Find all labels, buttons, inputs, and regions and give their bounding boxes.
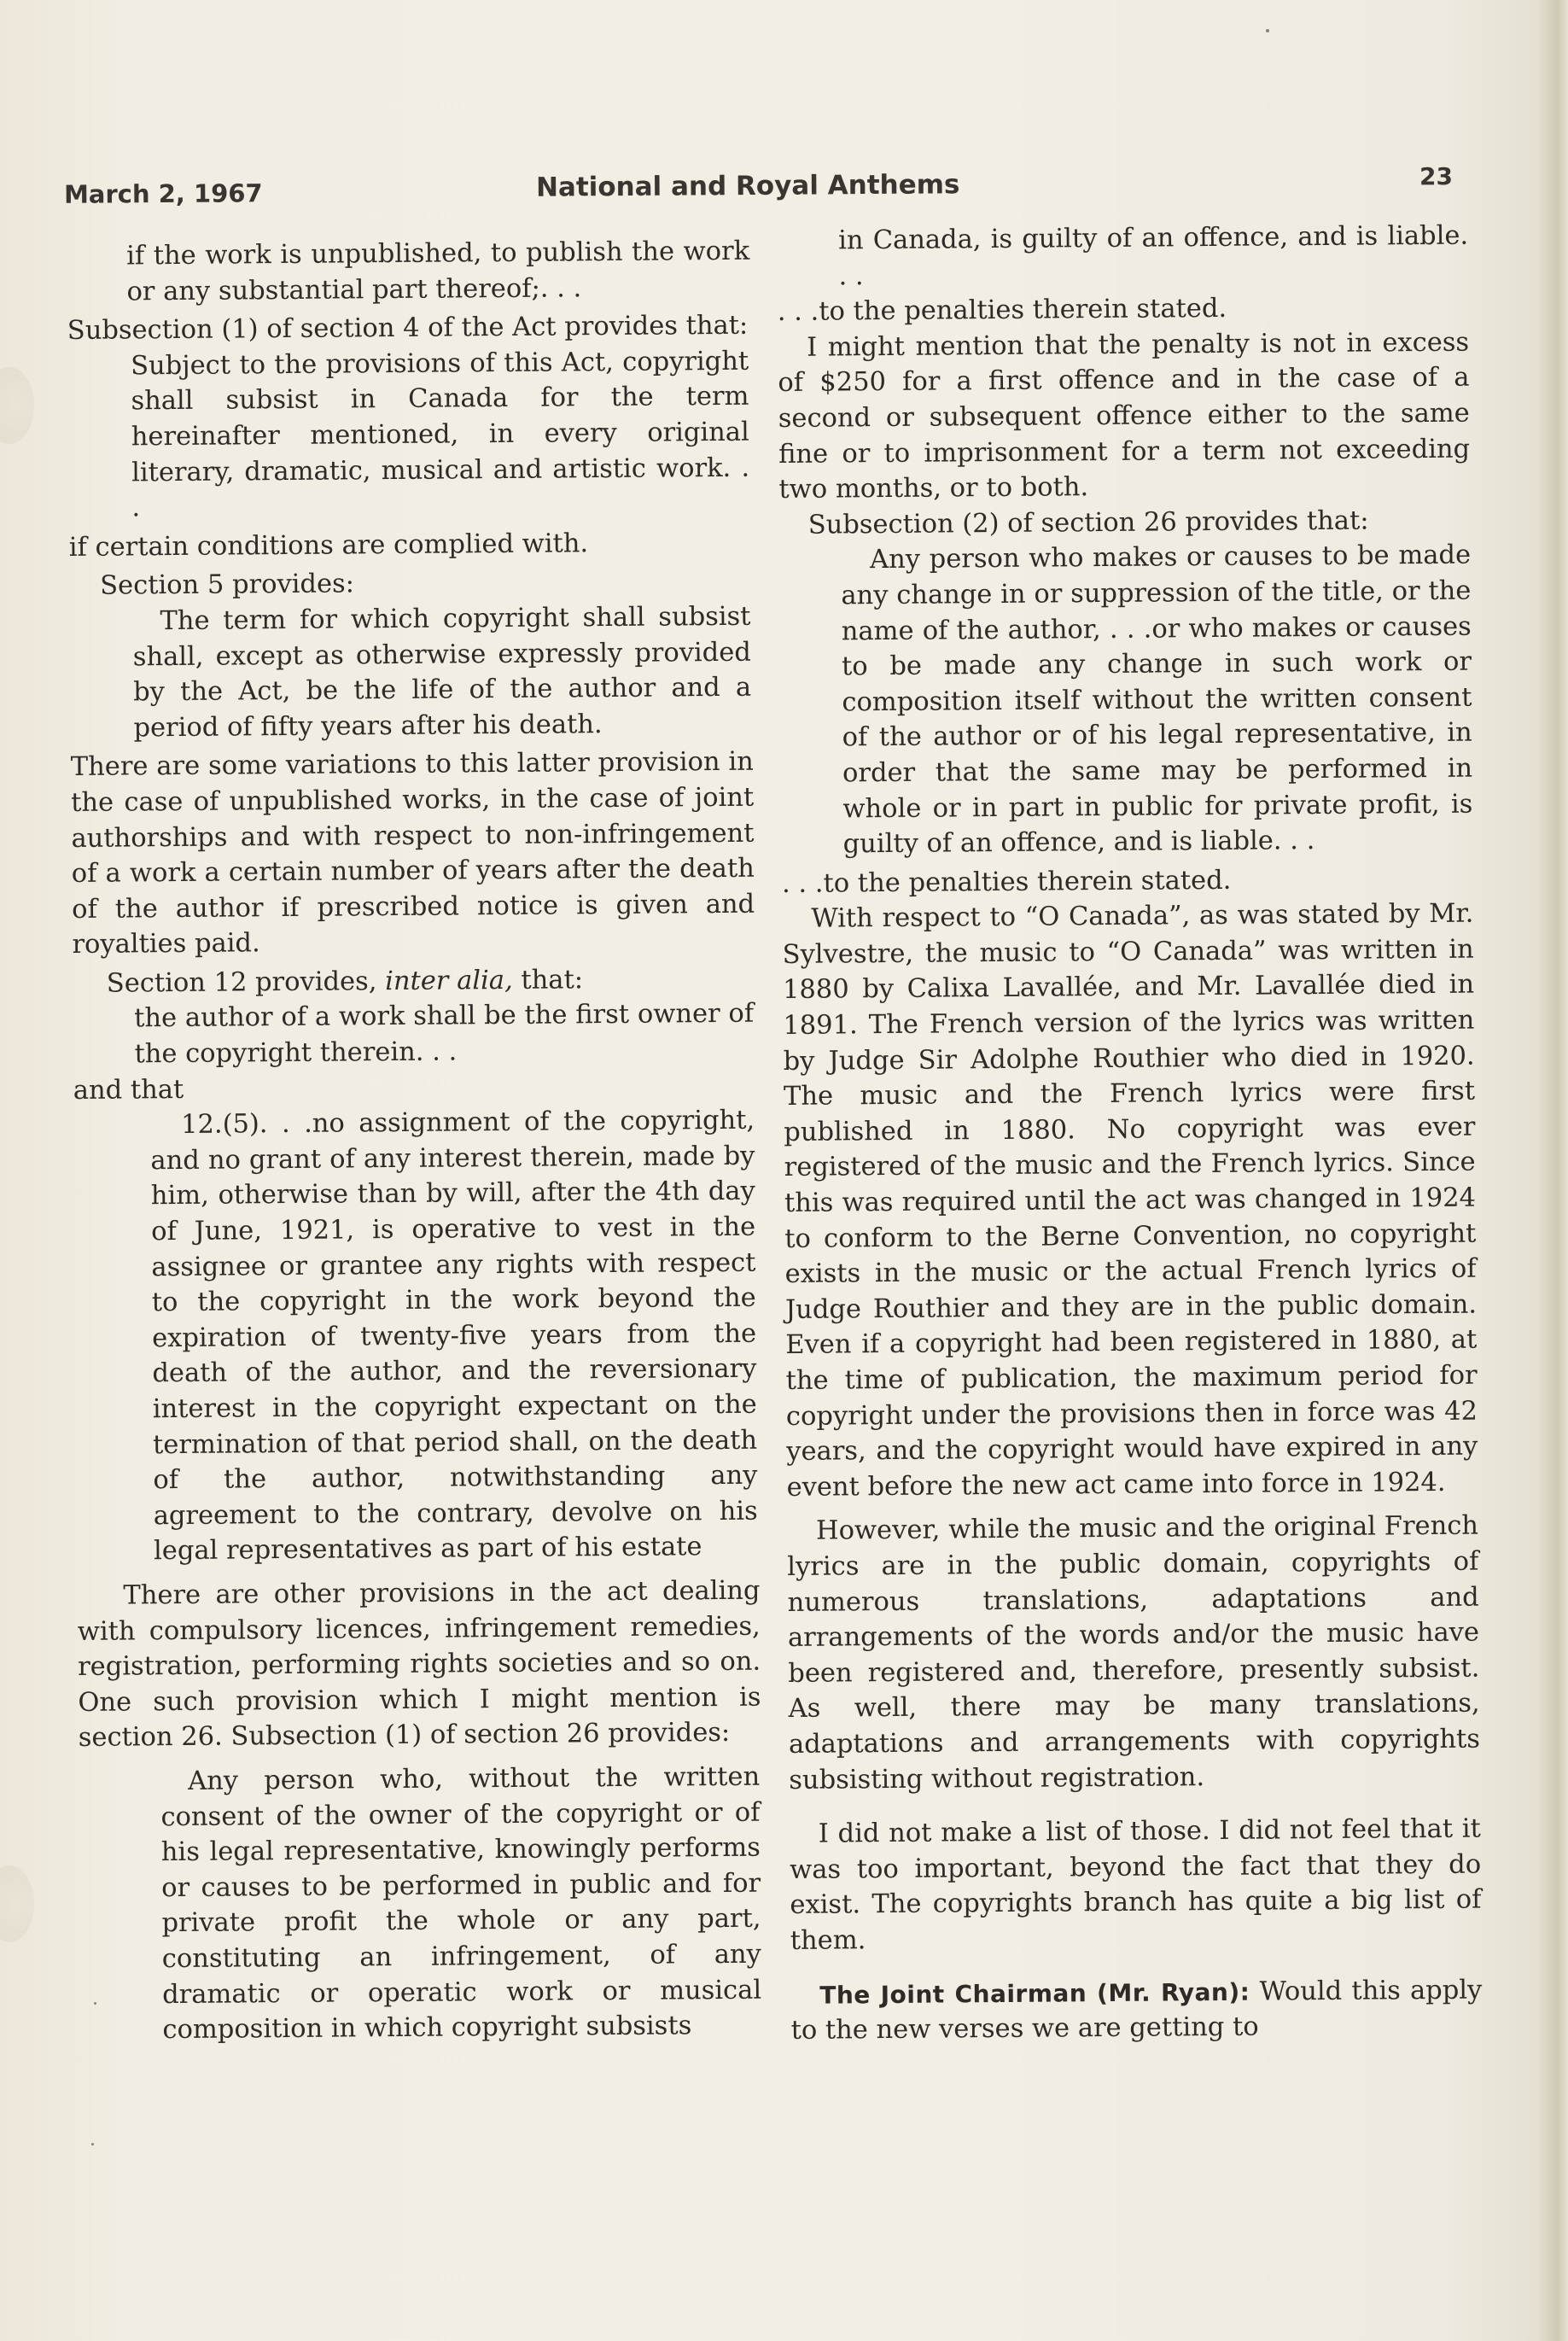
italic-text: inter alia, xyxy=(385,965,513,996)
block-quote: Any person who, without the written consent of the owner of the copyright or of his legal representative, knowingly performs or causes to be performed in public and for private profit the whole or any part, constituting an infringement, of any dramatic or operatic work or musical composition in which copyright subsists xyxy=(160,1761,762,2046)
right-column xyxy=(777,219,1483,2049)
paragraph: Section 5 provides: xyxy=(100,569,355,602)
block-quote: Subject to the provisions of this Act, copyright shall subsist in Canada for the term hereinafter mentioned, in every original literary, dramatic, musical and artistic work. . . xyxy=(131,346,750,523)
text-run: Would this apply to the new verses we are getting to xyxy=(790,1975,1483,2046)
speaker-name: The Joint Chairman (Mr. Ryan): xyxy=(819,1977,1250,2010)
text-run: Section 12 provides, xyxy=(106,966,386,999)
paragraph: if the work is unpublished, to publish the work or any substantial part thereof;. . . xyxy=(126,236,750,307)
dust-speck xyxy=(91,2143,94,2145)
paragraph: There are other provisions in the act dealing with compulsory licences, infringement remedies, registration, performing rights societies and so on. One such provision which I might mention is section 26. Subsection (1) of section 26 provides: xyxy=(77,1575,761,1754)
paragraph: Subsection (1) of section 4 of the Act provides that: xyxy=(67,310,749,347)
punch-hole-top xyxy=(0,367,34,444)
paragraph: With respect to “O Canada”, as was stated by Mr. Sylvestre, the music to “O Canada” was written in 1880 by Calixa Lavallée, and Mr. Lavallée died in 1891. The French version of the lyrics was written by Judge Sir Adolphe Routhier who died in 1920. The music and the French lyrics were first published in 1880. No copyright was ever registered of the music and the French lyrics. Since this was required until the act was changed in 1924 to conform to the Berne Convention, no copyright exists in the music or the actual French lyrics of Judge Routhier and they are in the public domain. Even if a copyright had been registered in 1880, at the time of publication, the maximum period for copyright under the provisions then in force was 42 years, and the copyright would have expired in any event before the new act came into force in 1924. xyxy=(782,898,1478,1503)
paragraph: There are some variations to this latter provision in the case of unpublished works, in the case of joint authorships and with respect to non-infringement of a work a certain number of years after the death of the author if prescribed notice is given and royalties paid. xyxy=(70,747,755,960)
page-number: 23 xyxy=(1419,162,1453,190)
block-quote: 12.(5). . .no assignment of the copyright, and no grant of any interest therein, made by him, otherwise than by will, after the 4th day of June, 1921, is operative to vest in the assignee or grantee any rights with respect to the copyright in the work beyond the expiration of twenty-five years from the death of the author, and the reversionary interest in the copyright expectant on the termination of that period shall, on the death of the author, notwithstanding any agreement to the contrary, devolve on his legal representatives as part of his estate xyxy=(150,1105,758,1567)
paragraph xyxy=(790,1972,1483,2049)
paragraph: I might mention that the penalty is not in excess of $250 for a first offence and in the case of a second or subsequent offence either to the same fine or to imprisonment for a term not exceeding two months, or to both. xyxy=(778,327,1471,505)
block-quote: in Canada, is guilty of an offence, and is liable. . . xyxy=(838,220,1469,292)
header-title: National and Royal Anthems xyxy=(535,169,960,203)
binding-edge xyxy=(1534,0,1568,2341)
paragraph: if certain conditions are complied with. xyxy=(68,528,589,563)
paragraph: Subsection (2) of section 26 provides that: xyxy=(807,505,1369,540)
paragraph: However, while the music and the original French lyrics are in the public domain, copyrights of numerous translations, adaptations and arrangements of the words and/or the music have been registered and, therefore, presently subsist. As well, there may be many translations, adaptations and arrangements with copyrights subsisting without registration. xyxy=(787,1510,1481,1795)
block-quote: the author of a work shall be the first owner of the copyright therein. . . xyxy=(134,999,755,1070)
running-header xyxy=(0,0,1568,222)
paragraph: I did not make a list of those. I did not feel that it was too important, beyond the fact that they do exist. The copyrights branch has quite a big list of them. xyxy=(790,1813,1482,1956)
text-run: that: xyxy=(512,965,584,995)
paragraph: . . .to the penalties therein stated. xyxy=(781,865,1232,899)
paragraph: . . .to the penalties therein stated. xyxy=(777,294,1227,328)
paragraph xyxy=(73,961,755,1002)
block-quote: Any person who makes or causes to be made any change in or suppression of the title, or the name of the author, . . .or who makes or causes to be made any change in such work or composition itself without the written consent of the author or of his legal representative, in order that the same may be performed in whole or in part in public for private profit, is guilty of an offence, and is liable. . . xyxy=(841,540,1473,860)
paragraph: and that xyxy=(73,1074,184,1106)
header-date: March 2, 1967 xyxy=(63,178,263,209)
left-column xyxy=(67,234,764,2049)
punch-hole-bottom xyxy=(0,1865,34,1942)
block-quote: The term for which copyright shall subsist shall, except as otherwise expressly provided by the Act, be the life of the author and a period of fifty years after his death. xyxy=(132,601,752,744)
